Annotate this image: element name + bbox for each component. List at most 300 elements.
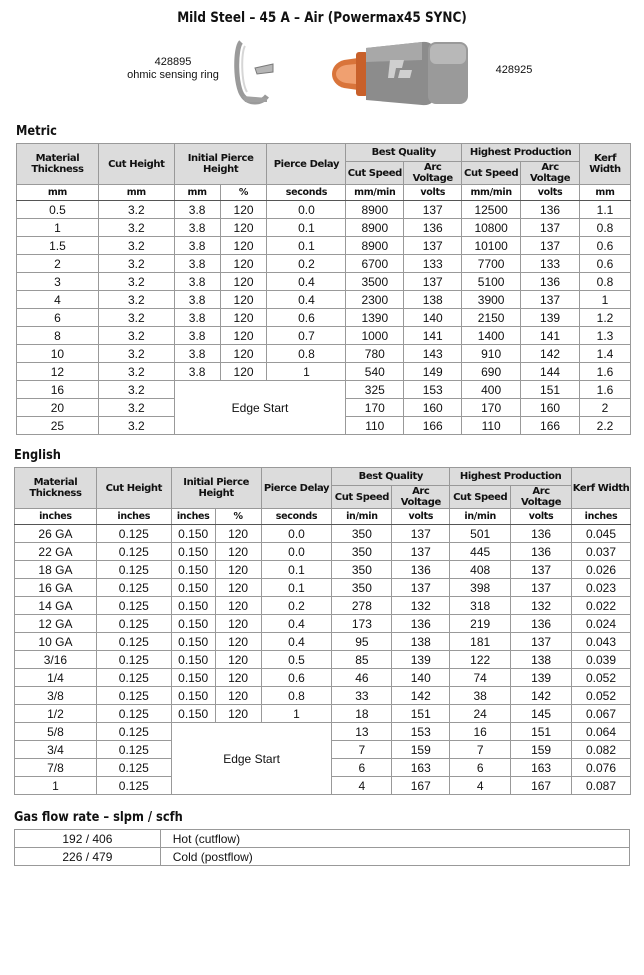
table-cell: 0.125 [96, 669, 171, 687]
table-cell: 0.8 [580, 273, 631, 291]
table-row [15, 723, 631, 741]
table-cell: 0.026 [572, 561, 631, 579]
table-cell: 137 [392, 579, 450, 597]
table-cell: 2 [17, 255, 99, 273]
gas-flow-table [14, 829, 630, 866]
table-cell: 5/8 [15, 723, 97, 741]
table-cell: 3.2 [98, 255, 174, 273]
ring-part-label [118, 56, 228, 82]
table-cell: 0.125 [96, 579, 171, 597]
table-cell: 120 [215, 525, 261, 543]
table-cell: 120 [220, 201, 267, 219]
header-material-thickness: Material Thickness [17, 144, 99, 185]
table-cell: 140 [392, 669, 450, 687]
table-cell: 167 [392, 777, 450, 795]
table-row [15, 633, 631, 651]
unit-cell: volts [404, 185, 462, 201]
table-cell: 122 [450, 651, 511, 669]
table-cell: 16 [17, 381, 99, 399]
table-cell: 137 [404, 237, 462, 255]
table-cell: 120 [220, 327, 267, 345]
table-cell: 25 [17, 417, 99, 435]
table-cell: 1/4 [15, 669, 97, 687]
table-cell: 0.4 [261, 615, 332, 633]
table-cell: 3500 [346, 273, 404, 291]
table-cell: 0.1 [267, 219, 346, 237]
table-cell: 1 [17, 219, 99, 237]
table-cell: 136 [511, 525, 572, 543]
table-cell: 0.125 [96, 687, 171, 705]
unit-cell: mm [174, 185, 220, 201]
table-cell: 8900 [346, 237, 404, 255]
table-row [15, 561, 631, 579]
table-cell: 0.082 [572, 741, 631, 759]
table-cell: 8 [17, 327, 99, 345]
table-cell: 18 [332, 705, 392, 723]
table-cell: 1.4 [580, 345, 631, 363]
table-cell: 350 [332, 543, 392, 561]
table-cell: 0.125 [96, 651, 171, 669]
table-cell: 0.6 [580, 255, 631, 273]
table-cell: 0.5 [261, 651, 332, 669]
table-cell: 137 [511, 633, 572, 651]
table-cell: 3.8 [174, 255, 220, 273]
table-cell: 13 [332, 723, 392, 741]
table-cell: 173 [332, 615, 392, 633]
gas-row [15, 848, 630, 866]
unit-cell: volts [392, 509, 450, 525]
gas-row [15, 830, 630, 848]
table-cell: 3.2 [98, 399, 174, 417]
table-cell: 1390 [346, 309, 404, 327]
table-cell: 14 GA [15, 597, 97, 615]
table-cell: 120 [215, 651, 261, 669]
table-cell: 398 [450, 579, 511, 597]
gas-flow-type: Hot (cutflow) [160, 830, 629, 848]
table-cell: 0.052 [572, 687, 631, 705]
table-cell: 138 [404, 291, 462, 309]
table-cell: 0.4 [267, 291, 346, 309]
table-row [17, 255, 631, 273]
table-cell: 120 [215, 579, 261, 597]
table-cell: 8900 [346, 201, 404, 219]
table-cell: 33 [332, 687, 392, 705]
header-material-thickness: Material Thickness [15, 468, 97, 509]
table-cell: 2300 [346, 291, 404, 309]
table-cell: 16 [450, 723, 511, 741]
table-cell: 1 [15, 777, 97, 795]
table-cell: 153 [404, 381, 462, 399]
table-cell: 136 [392, 561, 450, 579]
table-cell: 120 [220, 345, 267, 363]
table-cell: 18 GA [15, 561, 97, 579]
table-cell: 0.045 [572, 525, 631, 543]
table-cell: 138 [511, 651, 572, 669]
table-cell: 120 [215, 543, 261, 561]
table-cell: 163 [511, 759, 572, 777]
table-row [15, 669, 631, 687]
table-cell: 0.037 [572, 543, 631, 561]
table-cell: 2.2 [580, 417, 631, 435]
table-cell: 0.8 [267, 345, 346, 363]
table-cell: 3900 [462, 291, 521, 309]
table-cell: 0.125 [96, 543, 171, 561]
edge-start-label: Edge Start [171, 723, 332, 795]
table-cell: 3/4 [15, 741, 97, 759]
table-cell: 540 [346, 363, 404, 381]
table-cell: 46 [332, 669, 392, 687]
table-cell: 3 [17, 273, 99, 291]
table-cell: 3.8 [174, 273, 220, 291]
table-cell: 0.125 [96, 615, 171, 633]
table-cell: 132 [511, 597, 572, 615]
table-cell: 120 [220, 255, 267, 273]
table-cell: 137 [511, 561, 572, 579]
table-cell: 137 [521, 237, 580, 255]
table-cell: 120 [215, 687, 261, 705]
table-cell: 501 [450, 525, 511, 543]
header-cut-height: Cut Height [96, 468, 171, 509]
table-cell: 6 [17, 309, 99, 327]
table-cell: 137 [404, 201, 462, 219]
table-row [15, 597, 631, 615]
table-row [15, 615, 631, 633]
table-cell: 0.067 [572, 705, 631, 723]
table-cell: 0.150 [171, 525, 215, 543]
table-cell: 0.125 [96, 741, 171, 759]
table-cell: 0.125 [96, 633, 171, 651]
unit-cell: mm [17, 185, 99, 201]
gas-flow-title: Gas flow rate – slpm / scfh [14, 810, 183, 825]
header-arc-voltage: Arc Voltage [521, 162, 580, 185]
table-cell: 120 [220, 309, 267, 327]
unit-cell: volts [511, 509, 572, 525]
table-cell: 0.4 [267, 273, 346, 291]
table-cell: 120 [220, 363, 267, 381]
table-cell: 0.150 [171, 651, 215, 669]
table-cell: 2 [580, 399, 631, 417]
table-row [17, 363, 631, 381]
table-cell: 0.125 [96, 705, 171, 723]
table-cell: 0.150 [171, 633, 215, 651]
table-cell: 0.150 [171, 669, 215, 687]
ring-part-number: 428895 [154, 56, 192, 68]
table-row [15, 705, 631, 723]
table-cell: 120 [215, 669, 261, 687]
table-cell: 136 [511, 543, 572, 561]
table-cell: 120 [215, 561, 261, 579]
english-section-title: English [14, 448, 61, 463]
table-cell: 350 [332, 579, 392, 597]
table-cell: 3.8 [174, 363, 220, 381]
table-cell: 110 [346, 417, 404, 435]
header-arc-voltage: Arc Voltage [511, 486, 572, 509]
table-row [15, 651, 631, 669]
table-cell: 145 [511, 705, 572, 723]
table-cell: 142 [392, 687, 450, 705]
table-cell: 3.8 [174, 237, 220, 255]
table-cell: 24 [450, 705, 511, 723]
table-cell: 1 [261, 705, 332, 723]
table-cell: 133 [404, 255, 462, 273]
header-pierce-delay: Pierce Delay [267, 144, 346, 185]
table-cell: 0.125 [96, 759, 171, 777]
table-cell: 0.0 [261, 525, 332, 543]
table-cell: 3.8 [174, 345, 220, 363]
table-cell: 120 [215, 615, 261, 633]
table-cell: 160 [521, 399, 580, 417]
table-cell: 7 [332, 741, 392, 759]
table-cell: 136 [404, 219, 462, 237]
ohmic-ring-image [231, 38, 277, 106]
cartridge-image [330, 38, 480, 108]
table-cell: 3.8 [174, 291, 220, 309]
ring-part-name: ohmic sensing ring [127, 69, 219, 81]
table-cell: 3.8 [174, 327, 220, 345]
table-cell: 12 GA [15, 615, 97, 633]
table-cell: 22 GA [15, 543, 97, 561]
table-cell: 8900 [346, 219, 404, 237]
table-cell: 142 [521, 345, 580, 363]
table-cell: 0.150 [171, 543, 215, 561]
table-row [15, 687, 631, 705]
table-cell: 1.1 [580, 201, 631, 219]
gas-flow-type: Cold (postflow) [160, 848, 629, 866]
table-cell: 0.6 [261, 669, 332, 687]
table-cell: 3.2 [98, 417, 174, 435]
table-cell: 141 [404, 327, 462, 345]
table-cell: 325 [346, 381, 404, 399]
metric-section-title: Metric [16, 124, 57, 139]
table-cell: 408 [450, 561, 511, 579]
table-row [15, 525, 631, 543]
table-cell: 133 [521, 255, 580, 273]
table-cell: 0.6 [267, 309, 346, 327]
table-cell: 181 [450, 633, 511, 651]
table-cell: 136 [511, 615, 572, 633]
table-cell: 0.039 [572, 651, 631, 669]
gas-flow-value: 226 / 479 [15, 848, 161, 866]
unit-cell: inches [96, 509, 171, 525]
table-row [17, 327, 631, 345]
table-cell: 0.125 [96, 777, 171, 795]
table-cell: 120 [215, 597, 261, 615]
table-cell: 0.2 [267, 255, 346, 273]
table-row [17, 381, 631, 399]
table-cell: 95 [332, 633, 392, 651]
table-cell: 1 [580, 291, 631, 309]
table-cell: 0.064 [572, 723, 631, 741]
table-cell: 0.7 [267, 327, 346, 345]
table-cell: 0.052 [572, 669, 631, 687]
table-cell: 4 [332, 777, 392, 795]
header-best-quality: Best Quality [346, 144, 462, 162]
unit-cell: % [215, 509, 261, 525]
table-cell: 141 [521, 327, 580, 345]
table-cell: 137 [511, 579, 572, 597]
table-cell: 3.8 [174, 201, 220, 219]
table-cell: 120 [220, 237, 267, 255]
table-cell: 1000 [346, 327, 404, 345]
header-pierce-delay: Pierce Delay [261, 468, 332, 509]
header-cut-speed: Cut Speed [450, 486, 511, 509]
table-cell: 0.5 [17, 201, 99, 219]
table-cell: 120 [215, 633, 261, 651]
table-cell: 151 [521, 381, 580, 399]
table-cell: 400 [462, 381, 521, 399]
table-cell: 10 GA [15, 633, 97, 651]
table-cell: 780 [346, 345, 404, 363]
table-row [17, 345, 631, 363]
table-cell: 3.2 [98, 201, 174, 219]
table-cell: 219 [450, 615, 511, 633]
table-cell: 3/16 [15, 651, 97, 669]
table-cell: 4 [450, 777, 511, 795]
english-cut-chart [14, 467, 631, 795]
unit-cell: % [220, 185, 267, 201]
cartridge-part-number: 428925 [495, 64, 533, 76]
table-cell: 1.5 [17, 237, 99, 255]
table-cell: 0.150 [171, 705, 215, 723]
table-cell: 12 [17, 363, 99, 381]
table-cell: 1 [267, 363, 346, 381]
table-cell: 7/8 [15, 759, 97, 777]
table-cell: 139 [521, 309, 580, 327]
table-cell: 0.1 [261, 561, 332, 579]
table-cell: 0.125 [96, 561, 171, 579]
table-cell: 3.2 [98, 327, 174, 345]
unit-cell: inches [171, 509, 215, 525]
table-cell: 6 [332, 759, 392, 777]
table-cell: 0.150 [171, 687, 215, 705]
table-cell: 0.8 [580, 219, 631, 237]
header-highest-production: Highest Production [450, 468, 572, 486]
table-cell: 0.023 [572, 579, 631, 597]
table-cell: 142 [511, 687, 572, 705]
table-cell: 74 [450, 669, 511, 687]
table-cell: 0.0 [261, 543, 332, 561]
table-cell: 0.2 [261, 597, 332, 615]
table-cell: 3.2 [98, 219, 174, 237]
table-cell: 0.024 [572, 615, 631, 633]
unit-cell: mm/min [346, 185, 404, 201]
table-cell: 7700 [462, 255, 521, 273]
table-row [17, 201, 631, 219]
table-cell: 2150 [462, 309, 521, 327]
unit-cell: seconds [267, 185, 346, 201]
table-cell: 1.6 [580, 363, 631, 381]
unit-cell: mm/min [462, 185, 521, 201]
table-cell: 26 GA [15, 525, 97, 543]
table-cell: 0.043 [572, 633, 631, 651]
table-cell: 1.3 [580, 327, 631, 345]
table-cell: 0.022 [572, 597, 631, 615]
table-cell: 0.125 [96, 723, 171, 741]
table-cell: 139 [392, 651, 450, 669]
table-cell: 110 [462, 417, 521, 435]
table-cell: 278 [332, 597, 392, 615]
header-cut-speed: Cut Speed [346, 162, 404, 185]
page-title: Mild Steel – 45 A – Air (Powermax45 SYNC) [177, 10, 467, 26]
table-cell: 137 [404, 273, 462, 291]
table-row [15, 543, 631, 561]
table-cell: 85 [332, 651, 392, 669]
table-cell: 159 [511, 741, 572, 759]
table-cell: 3.2 [98, 291, 174, 309]
header-kerf-width: Kerf Width [580, 144, 631, 185]
table-cell: 0.125 [96, 597, 171, 615]
table-cell: 132 [392, 597, 450, 615]
table-row [17, 219, 631, 237]
table-cell: 10100 [462, 237, 521, 255]
table-cell: 170 [462, 399, 521, 417]
table-row [17, 237, 631, 255]
table-cell: 38 [450, 687, 511, 705]
table-cell: 7 [450, 741, 511, 759]
table-cell: 3.2 [98, 345, 174, 363]
table-row [17, 273, 631, 291]
table-cell: 136 [521, 201, 580, 219]
table-cell: 690 [462, 363, 521, 381]
table-cell: 166 [404, 417, 462, 435]
table-cell: 4 [17, 291, 99, 309]
table-cell: 137 [521, 291, 580, 309]
table-cell: 0.8 [261, 687, 332, 705]
unit-cell: in/min [450, 509, 511, 525]
table-cell: 166 [521, 417, 580, 435]
table-cell: 136 [521, 273, 580, 291]
edge-start-label: Edge Start [174, 381, 346, 435]
table-cell: 0.6 [580, 237, 631, 255]
table-cell: 16 GA [15, 579, 97, 597]
table-cell: 144 [521, 363, 580, 381]
header-best-quality: Best Quality [332, 468, 450, 486]
table-cell: 170 [346, 399, 404, 417]
table-cell: 120 [215, 705, 261, 723]
table-cell: 120 [220, 273, 267, 291]
table-cell: 1/2 [15, 705, 97, 723]
table-cell: 910 [462, 345, 521, 363]
table-cell: 0.1 [261, 579, 332, 597]
table-cell: 3.8 [174, 309, 220, 327]
header-highest-production: Highest Production [462, 144, 580, 162]
table-cell: 0.087 [572, 777, 631, 795]
header-initial-pierce-height: Initial Pierce Height [174, 144, 267, 185]
table-row [15, 579, 631, 597]
table-cell: 445 [450, 543, 511, 561]
table-row [17, 309, 631, 327]
unit-cell: inches [15, 509, 97, 525]
table-cell: 138 [392, 633, 450, 651]
table-cell: 10 [17, 345, 99, 363]
table-cell: 3.2 [98, 381, 174, 399]
unit-cell: mm [98, 185, 174, 201]
table-cell: 137 [521, 219, 580, 237]
table-cell: 3.8 [174, 219, 220, 237]
table-cell: 0.1 [267, 237, 346, 255]
table-cell: 0.150 [171, 561, 215, 579]
gas-flow-value: 192 / 406 [15, 830, 161, 848]
table-cell: 6 [450, 759, 511, 777]
table-cell: 151 [392, 705, 450, 723]
table-cell: 12500 [462, 201, 521, 219]
unit-cell: volts [521, 185, 580, 201]
table-cell: 350 [332, 525, 392, 543]
table-cell: 3.2 [98, 273, 174, 291]
table-cell: 3.2 [98, 237, 174, 255]
header-arc-voltage: Arc Voltage [404, 162, 462, 185]
table-cell: 10800 [462, 219, 521, 237]
